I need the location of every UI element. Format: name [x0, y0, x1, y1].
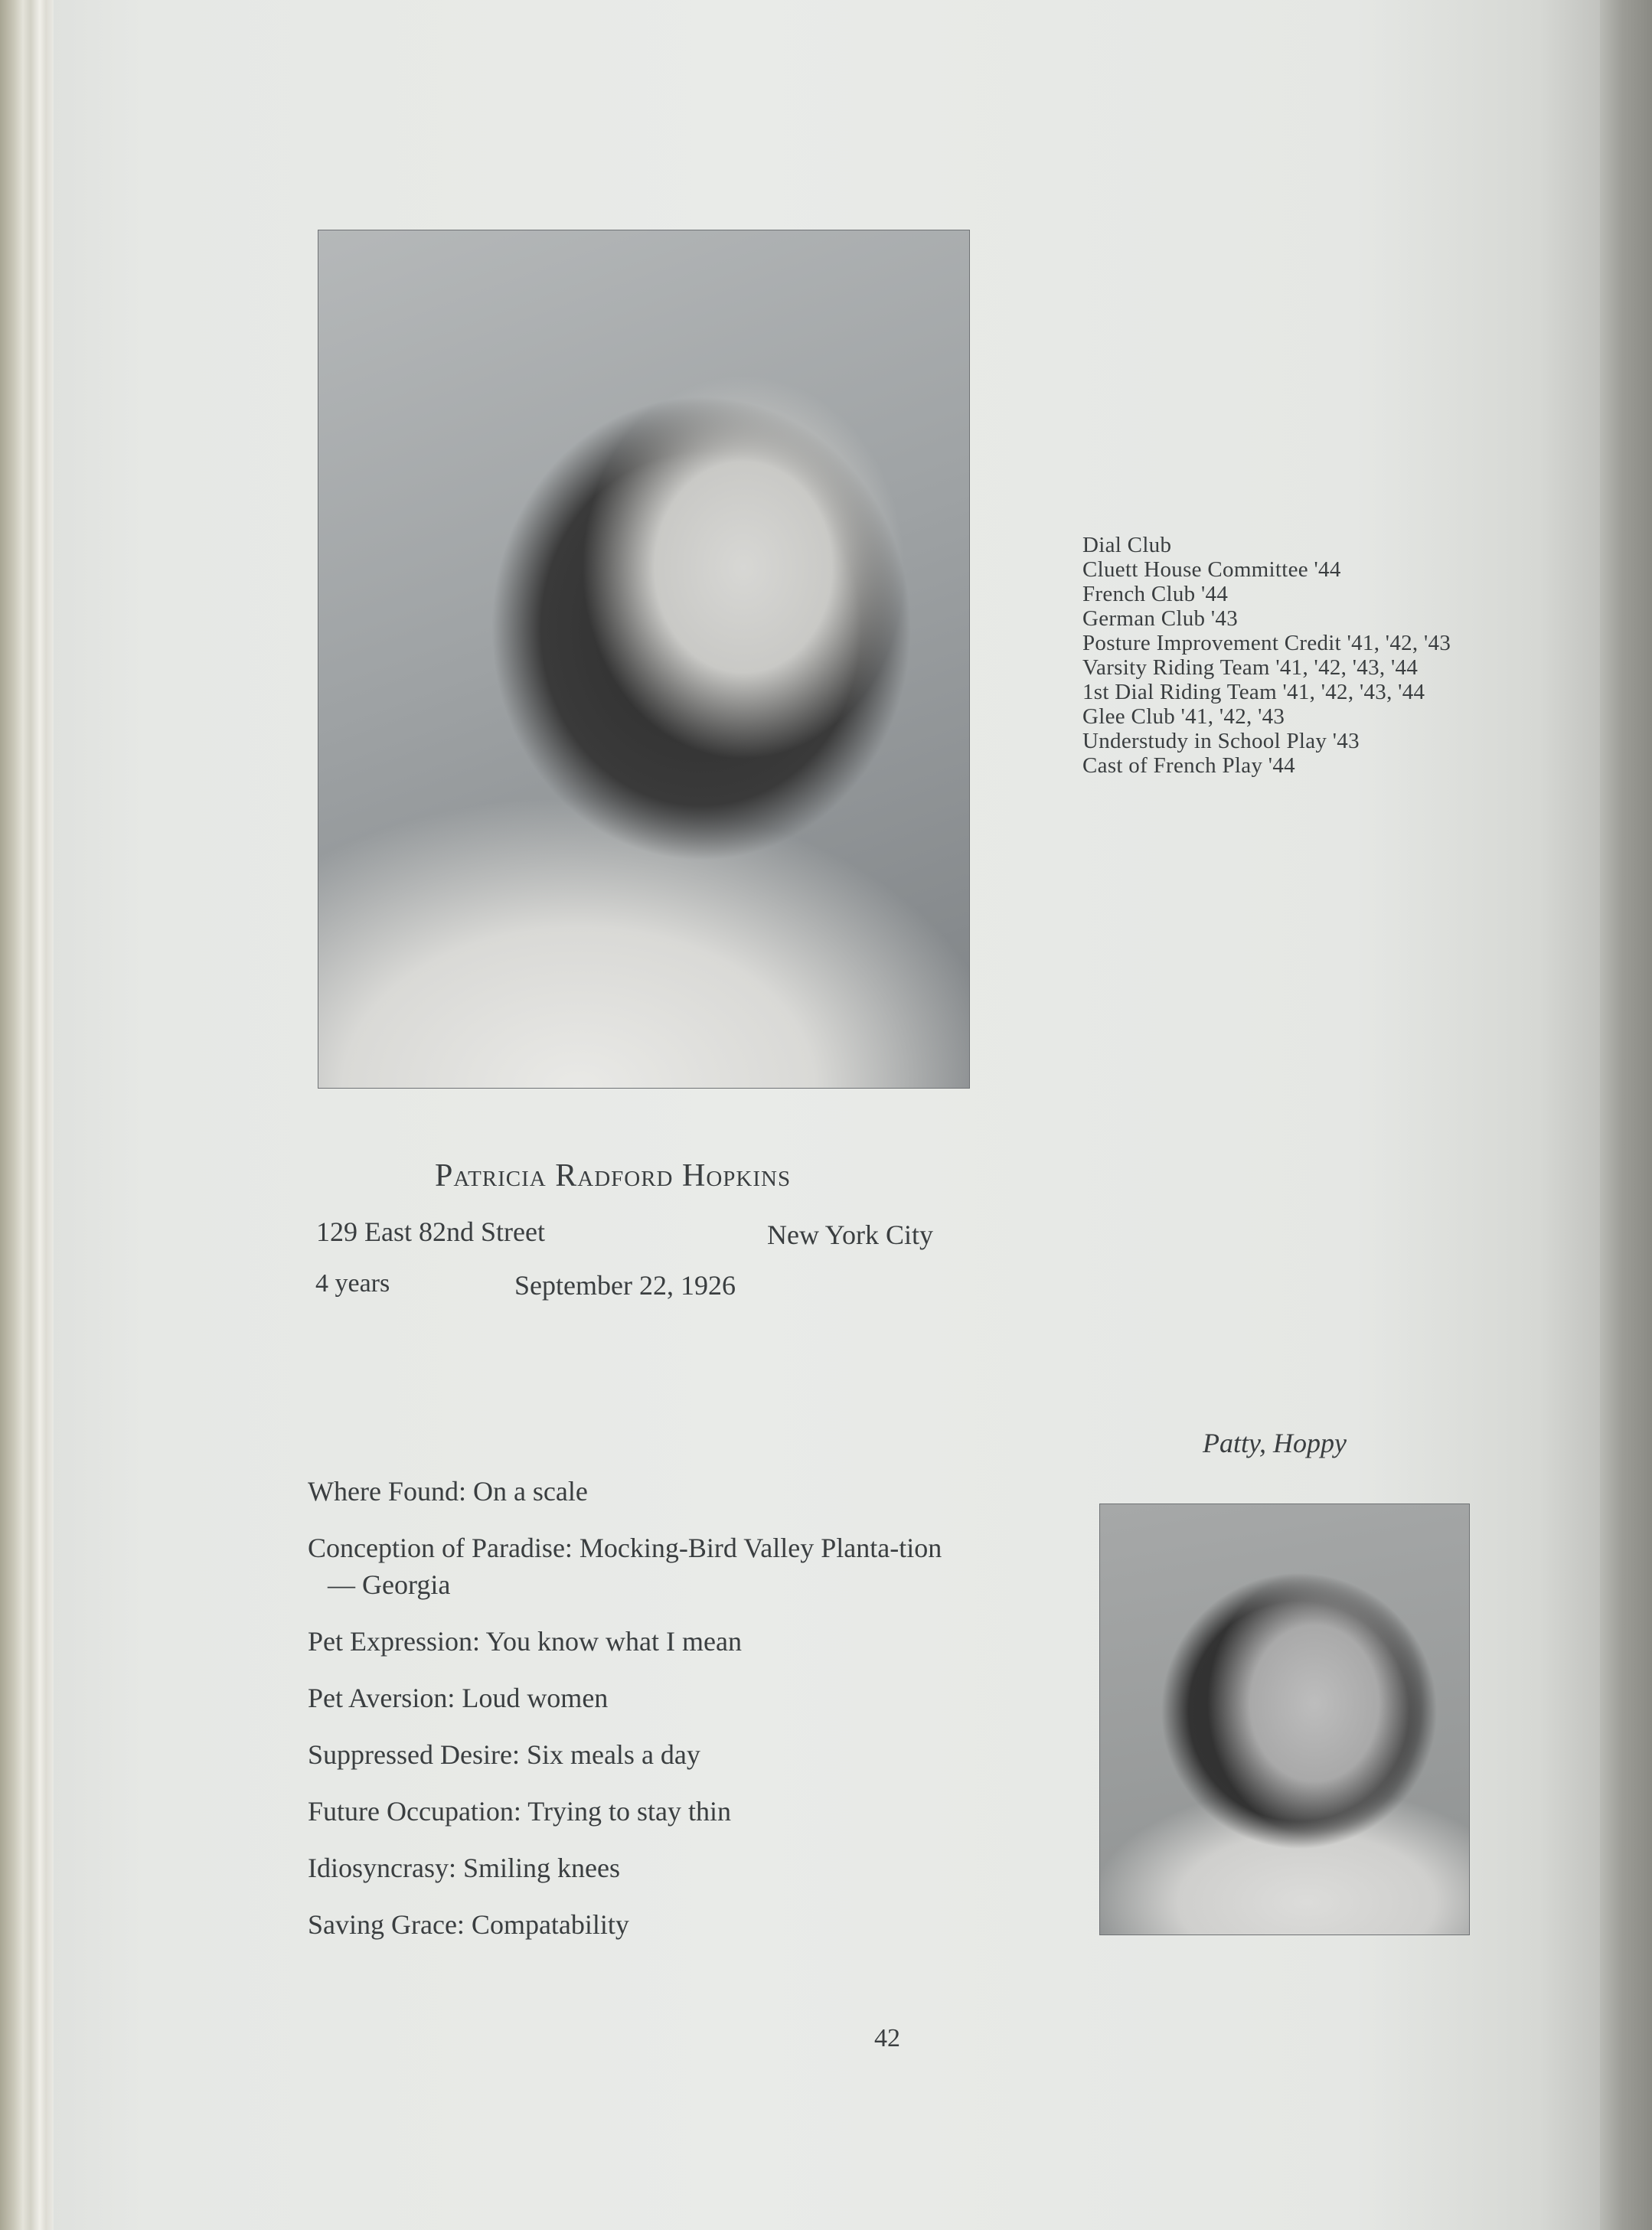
activity-item: Varsity Riding Team '41, '42, '43, '44: [1082, 655, 1419, 680]
activity-item: Posture Improvement Credit '41, '42, '43: [1082, 631, 1451, 655]
statements-list: [308, 1473, 966, 1963]
statement-item: Future Occupation: Trying to stay thin: [308, 1796, 731, 1827]
activity-item: 1st Dial Riding Team '41, '42, '43, '44: [1082, 680, 1425, 704]
statement-item: Where Found: On a scale: [308, 1476, 588, 1507]
page-number: 42: [874, 2024, 900, 2052]
statement-item: Pet Aversion: Loud women: [308, 1683, 609, 1713]
student-city: New York City: [767, 1219, 934, 1250]
activity-item: Glee Club '41, '42, '43: [1082, 704, 1285, 729]
activity-item: Understudy in School Play '43: [1082, 729, 1360, 753]
years-attended: 4 years: [315, 1269, 390, 1298]
book-binding-edge: [0, 0, 54, 2230]
student-address: 129 East 82nd Street: [316, 1216, 545, 1247]
activity-item: French Club '44: [1082, 582, 1229, 606]
page-curl-shadow: [1600, 0, 1652, 2230]
activity-item: Cluett House Committee '44: [1082, 557, 1341, 582]
statement-item: Pet Expression: You know what I mean: [308, 1626, 742, 1657]
student-nickname: Patty, Hoppy: [1203, 1428, 1347, 1458]
activity-item: Dial Club: [1082, 533, 1172, 557]
statement-item: Idiosyncrasy: Smiling knees: [308, 1853, 620, 1883]
senior-portrait-photo: [318, 230, 970, 1089]
statement-item: Suppressed Desire: Six meals a day: [308, 1739, 700, 1770]
activity-item: German Club '43: [1082, 606, 1239, 631]
statement-item: Saving Grace: Compatability: [308, 1909, 629, 1940]
childhood-photo: [1099, 1504, 1470, 1935]
student-name: Patricia Radford Hopkins: [435, 1158, 792, 1193]
student-birthdate: September 22, 1926: [514, 1270, 736, 1301]
statement-item: Conception of Paradise: Mocking-Bird Valley Planta-tion — Georgia: [308, 1533, 942, 1600]
activity-item: Cast of French Play '44: [1082, 753, 1295, 778]
activities-list: [1082, 533, 1451, 778]
